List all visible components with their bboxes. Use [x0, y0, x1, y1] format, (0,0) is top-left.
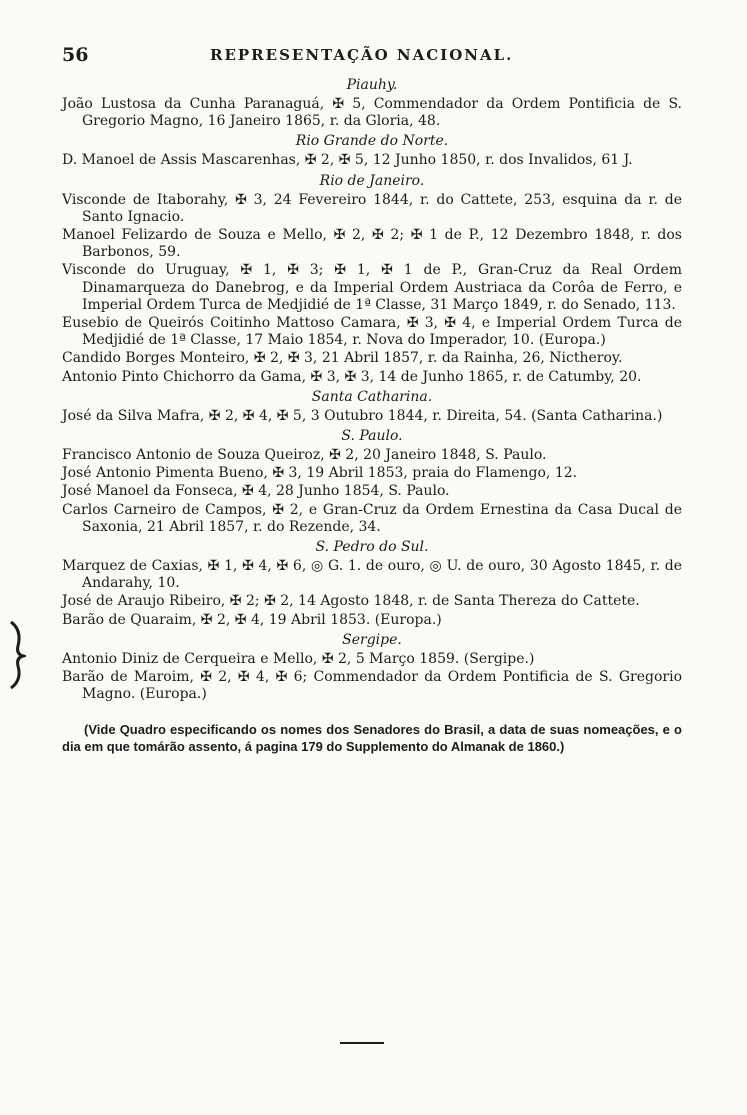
list-item: Barão de Maroim, ✠ 2, ✠ 4, ✠ 6; Commendador da Ordem Pontificia de S. Gregorio Magno. (Europa.)	[62, 669, 682, 703]
list-item: José Antonio Pimenta Bueno, ✠ 3, 19 Abril 1853, praia do Flamengo, 12.	[62, 465, 578, 482]
region-heading: Sergipe.	[342, 631, 402, 648]
list-item: D. Manoel de Assis Mascarenhas, ✠ 2, ✠ 5, 12 Junho 1850, r. dos Invalidos, 61 J.	[62, 152, 633, 169]
list-item: Visconde do Uruguay, ✠ 1, ✠ 3; ✠ 1, ✠ 1 de P., Gran-Cruz da Real Ordem Dinamarqueza do Danebrog, e da Imperial Ordem Austriaca da Corôa de Ferro, e Imperial Ordem Turca de Medjidié de 1ª Classe, 31 Março 1849, r. do Senado, 113.	[62, 262, 682, 313]
region-heading: S. Paulo.	[341, 428, 403, 445]
list-item: Antonio Pinto Chichorro da Gama, ✠ 3, ✠ 3, 14 de Junho 1865, r. de Catumby, 20.	[62, 368, 642, 385]
list-item: Visconde de Itaborahy, ✠ 3, 24 Fevereiro 1844, r. do Cattete, 253, esquina da r. de Santo Ignacio.	[62, 191, 682, 225]
list-item: Carlos Carneiro de Campos, ✠ 2, e Gran-Cruz da Ordem Ernestina da Casa Ducal de Saxonia, 21 Abril 1857, r. do Rezende, 34.	[62, 501, 682, 535]
region-heading: Rio Grande do Norte.	[295, 133, 449, 150]
list-item: Antonio Diniz de Cerqueira e Mello, ✠ 2, 5 Março 1859. (Sergipe.)	[62, 650, 535, 667]
list-item: Manoel Felizardo de Souza e Mello, ✠ 2, ✠ 2; ✠ 1 de P., 12 Dezembro 1848, r. dos Barbonos, 59.	[62, 227, 682, 261]
list-item: João Lustosa da Cunha Paranaguá, ✠ 5, Commendador da Ordem Pontificia de S. Gregorio Magno, 16 Janeiro 1865, r. da Gloria, 48.	[62, 96, 682, 130]
region-heading: Santa Catharina.	[311, 388, 433, 405]
region-heading: S. Pedro do Sul.	[315, 539, 429, 556]
list-item: José Manoel da Fonseca, ✠ 4, 28 Junho 1854, S. Paulo.	[62, 483, 450, 500]
list-item: Barão de Quaraim, ✠ 2, ✠ 4, 19 Abril 1853. (Europa.)	[62, 611, 442, 628]
list-item: Eusebio de Queirós Coitinho Mattoso Camara, ✠ 3, ✠ 4, e Imperial Ordem Turca de Medjidié de 1ª Classe, 17 Maio 1854, r. Nova do Imperador, 10. (Europa.)	[62, 315, 682, 349]
footnote: (Vide Quadro especificando os nomes dos Senadores do Brasil, a data de suas nomeações, e o dia em que tomárão assento, á pagina 179 do Supplemento do Almanak de 1860.)	[62, 722, 682, 755]
region-heading: Piauhy.	[346, 77, 398, 93]
list-item: Candido Borges Monteiro, ✠ 2, ✠ 3, 21 Abril 1857, r. da Rainha, 26, Nictheroy.	[62, 350, 623, 367]
page-header	[62, 44, 682, 74]
senator-list	[62, 74, 682, 768]
closing-rule	[340, 1042, 384, 1044]
margin-bracket-mark	[8, 620, 26, 690]
running-title: REPRESENTAÇÃO NACIONAL.	[210, 46, 514, 64]
list-item: José da Silva Mafra, ✠ 2, ✠ 4, ✠ 5, 3 Outubro 1844, r. Direita, 54. (Santa Catharina.)	[62, 407, 663, 424]
list-item: Francisco Antonio de Souza Queiroz, ✠ 2, 20 Janeiro 1848, S. Paulo.	[62, 447, 547, 464]
list-item: Marquez de Caxias, ✠ 1, ✠ 4, ✠ 6, ◎ G. 1. de ouro, ◎ U. de ouro, 30 Agosto 1845, r. de Andarahy, 10.	[62, 558, 682, 592]
region-heading: Rio de Janeiro.	[319, 172, 425, 189]
list-item: José de Araujo Ribeiro, ✠ 2; ✠ 2, 14 Agosto 1848, r. de Santa Thereza do Cattete.	[62, 593, 640, 610]
page-number: 56	[62, 44, 89, 66]
